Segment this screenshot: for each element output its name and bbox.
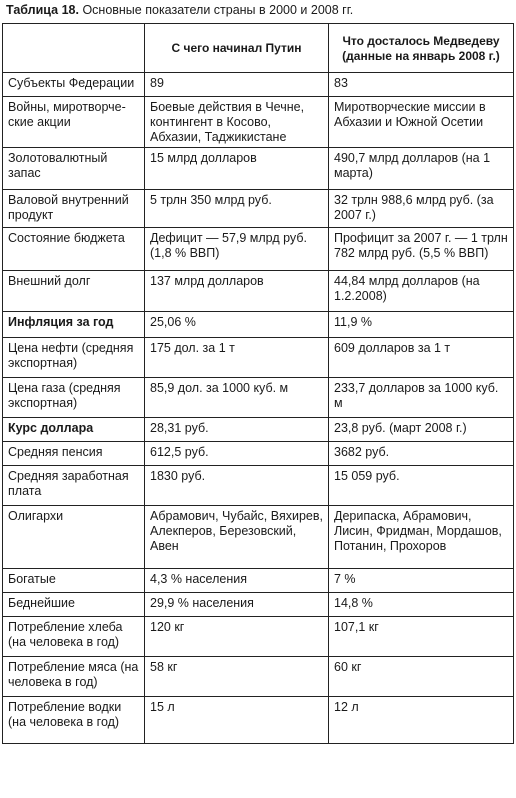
medvedev-value: 233,7 долларов за 1000 куб. м: [329, 378, 514, 418]
medvedev-value: 11,9 %: [329, 312, 514, 338]
medvedev-value: 14,8 %: [329, 593, 514, 617]
medvedev-value: 107,1 кг: [329, 617, 514, 657]
indicator-label: Средняя пенсия: [3, 442, 145, 466]
medvedev-value: Профицит за 2007 г. — 1 трлн 782 млрд руб. (5,5 % ВВП): [329, 228, 514, 271]
header-cell-medvedev: Что досталось Медведеву (данные на январь 2008 г.): [329, 24, 514, 73]
indicator-label: Беднейшие: [3, 593, 145, 617]
table-row: [3, 271, 514, 312]
table-row: [3, 506, 514, 569]
table-row: [3, 190, 514, 228]
putin-value: 29,9 % населения: [145, 593, 329, 617]
indicator-label: Курс доллара: [3, 418, 145, 442]
table-row: [3, 593, 514, 617]
putin-value: 120 кг: [145, 617, 329, 657]
indicator-label: Инфляция за год: [3, 312, 145, 338]
header-cell-putin: С чего начинал Путин: [145, 24, 329, 73]
header-row: [3, 24, 514, 73]
indicator-label: Богатые: [3, 569, 145, 593]
medvedev-value: 609 долларов за 1 т: [329, 338, 514, 378]
medvedev-value: 7 %: [329, 569, 514, 593]
table-row: [3, 657, 514, 697]
putin-value: 15 л: [145, 697, 329, 744]
putin-value: 85,9 дол. за 1000 куб. м: [145, 378, 329, 418]
table-row: [3, 617, 514, 657]
table-row: [3, 569, 514, 593]
table-row: [3, 418, 514, 442]
putin-value: 5 трлн 350 млрд руб.: [145, 190, 329, 228]
putin-value: 28,31 руб.: [145, 418, 329, 442]
medvedev-value: Дерипаска, Абрамович, Лисин, Фридман, Мордашов, Потанин, Прохоров: [329, 506, 514, 569]
putin-value: Абрамович, Чубайс, Вяхирев, Алекперов, Березовский, Авен: [145, 506, 329, 569]
indicator-label: Валовой внутренний продукт: [3, 190, 145, 228]
indicators-table: [2, 23, 514, 744]
putin-value: 25,06 %: [145, 312, 329, 338]
indicator-label: Войны, миротворче-ские акции: [3, 97, 145, 148]
indicator-label: Цена газа (средняя экспортная): [3, 378, 145, 418]
table-row: [3, 697, 514, 744]
putin-value: Дефицит — 57,9 млрд руб. (1,8 % ВВП): [145, 228, 329, 271]
indicator-label: Потребление мяса (на человека в год): [3, 657, 145, 697]
putin-value: 137 млрд долларов: [145, 271, 329, 312]
putin-value: 89: [145, 73, 329, 97]
indicator-label: Потребление хлеба (на человека в год): [3, 617, 145, 657]
indicator-label: Цена нефти (средняя экспортная): [3, 338, 145, 378]
medvedev-value: 83: [329, 73, 514, 97]
medvedev-value: 15 059 руб.: [329, 466, 514, 506]
table-row: [3, 228, 514, 271]
table-row: [3, 312, 514, 338]
table-row: [3, 97, 514, 148]
indicator-label: Внешний долг: [3, 271, 145, 312]
medvedev-value: 3682 руб.: [329, 442, 514, 466]
table-row: [3, 378, 514, 418]
table-row: [3, 338, 514, 378]
indicators-table-body: [3, 24, 514, 744]
indicator-label: Средняя заработная плата: [3, 466, 145, 506]
putin-value: 4,3 % населения: [145, 569, 329, 593]
table-row: [3, 442, 514, 466]
table-row: [3, 466, 514, 506]
indicator-label: Золотовалютный запас: [3, 148, 145, 190]
putin-value: 612,5 руб.: [145, 442, 329, 466]
medvedev-value: 490,7 млрд долларов (на 1 марта): [329, 148, 514, 190]
table-row: [3, 73, 514, 97]
putin-value: Боевые действия в Чечне, контингент в Косово, Абхазии, Таджикистане: [145, 97, 329, 148]
medvedev-value: Миротворческие миссии в Абхазии и Южной Осетии: [329, 97, 514, 148]
indicator-label: Состояние бюджета: [3, 228, 145, 271]
medvedev-value: 60 кг: [329, 657, 514, 697]
medvedev-value: 23,8 руб. (март 2008 г.): [329, 418, 514, 442]
putin-value: 1830 руб.: [145, 466, 329, 506]
medvedev-value: 44,84 млрд долларов (на 1.2.2008): [329, 271, 514, 312]
indicator-label: Олигархи: [3, 506, 145, 569]
putin-value: 58 кг: [145, 657, 329, 697]
indicator-label: Субъекты Федерации: [3, 73, 145, 97]
medvedev-value: 12 л: [329, 697, 514, 744]
putin-value: 15 млрд долларов: [145, 148, 329, 190]
table-row: [3, 148, 514, 190]
indicator-label: Потребление водки (на человека в год): [3, 697, 145, 744]
table-title: Основные показатели страны в 2000 и 2008 гг.: [82, 3, 354, 17]
medvedev-value: 32 трлн 988,6 млрд руб. (за 2007 г.): [329, 190, 514, 228]
header-cell-indicator: [3, 24, 145, 73]
table-caption: [6, 3, 353, 18]
table-number: Таблица 18.: [6, 3, 79, 17]
putin-value: 175 дол. за 1 т: [145, 338, 329, 378]
